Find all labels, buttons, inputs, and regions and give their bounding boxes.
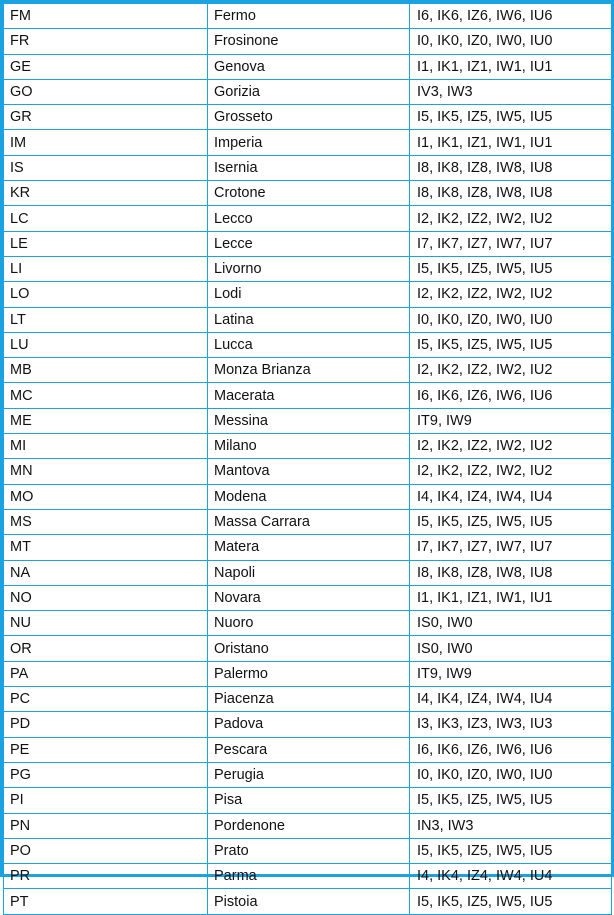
province-code-cell: PE [4,737,208,762]
table-row [4,762,612,787]
callsign-prefixes-cell: I0, IK0, IZ0, IW0, IU0 [410,29,612,54]
callsign-prefixes-cell: IT9, IW9 [410,408,612,433]
province-code-cell: GO [4,79,208,104]
table-row [4,864,612,889]
province-code-cell: MB [4,358,208,383]
table-row [4,661,612,686]
callsign-prefixes-cell: I8, IK8, IZ8, IW8, IU8 [410,155,612,180]
callsign-prefixes-cell: I6, IK6, IZ6, IW6, IU6 [410,4,612,29]
table-row [4,231,612,256]
callsign-prefixes-cell: I5, IK5, IZ5, IW5, IU5 [410,889,612,914]
callsign-prefixes-cell: I8, IK8, IZ8, IW8, IU8 [410,181,612,206]
callsign-prefixes-cell: I1, IK1, IZ1, IW1, IU1 [410,54,612,79]
callsign-prefixes-cell: I6, IK6, IZ6, IW6, IU6 [410,383,612,408]
province-name-cell: Isernia [208,155,410,180]
province-name-cell: Messina [208,408,410,433]
callsign-prefixes-cell: I8, IK8, IZ8, IW8, IU8 [410,560,612,585]
province-code-cell: MS [4,509,208,534]
province-name-cell: Oristano [208,636,410,661]
province-name-cell: Gorizia [208,79,410,104]
table-row [4,434,612,459]
table-row [4,687,612,712]
province-name-cell: Palermo [208,661,410,686]
province-code-cell: MI [4,434,208,459]
province-code-cell: LE [4,231,208,256]
province-name-cell: Lecce [208,231,410,256]
province-code-cell: NA [4,560,208,585]
callsign-prefixes-cell: I7, IK7, IZ7, IW7, IU7 [410,231,612,256]
table-row [4,358,612,383]
callsign-prefixes-cell: I3, IK3, IZ3, IW3, IU3 [410,712,612,737]
province-name-cell: Lucca [208,332,410,357]
province-name-cell: Pordenone [208,813,410,838]
table-row [4,712,612,737]
callsign-prefixes-cell: IV3, IW3 [410,79,612,104]
callsign-prefixes-cell: IN3, IW3 [410,813,612,838]
callsign-prefixes-cell: I2, IK2, IZ2, IW2, IU2 [410,459,612,484]
province-code-cell: LO [4,282,208,307]
province-name-cell: Grosseto [208,105,410,130]
province-name-cell: Matera [208,535,410,560]
callsign-prefixes-cell: I4, IK4, IZ4, IW4, IU4 [410,484,612,509]
province-name-cell: Pisa [208,788,410,813]
callsign-prefixes-cell: I5, IK5, IZ5, IW5, IU5 [410,509,612,534]
table-row [4,813,612,838]
province-name-cell: Fermo [208,4,410,29]
callsign-prefixes-cell: IS0, IW0 [410,611,612,636]
callsign-prefixes-cell: I5, IK5, IZ5, IW5, IU5 [410,838,612,863]
province-code-cell: MC [4,383,208,408]
table-row [4,408,612,433]
callsign-prefixes-cell: I2, IK2, IZ2, IW2, IU2 [410,358,612,383]
province-name-cell: Genova [208,54,410,79]
table-row [4,636,612,661]
province-name-cell: Massa Carrara [208,509,410,534]
province-name-cell: Prato [208,838,410,863]
callsign-prefixes-cell: I4, IK4, IZ4, IW4, IU4 [410,687,612,712]
province-code-cell: LU [4,332,208,357]
table-row [4,130,612,155]
province-code-cell: LT [4,307,208,332]
province-name-cell: Lodi [208,282,410,307]
callsign-prefixes-cell: IS0, IW0 [410,636,612,661]
province-code-cell: PR [4,864,208,889]
province-name-cell: Macerata [208,383,410,408]
province-code-cell: PT [4,889,208,914]
province-name-cell: Mantova [208,459,410,484]
table-row [4,509,612,534]
table-row [4,585,612,610]
province-name-cell: Latina [208,307,410,332]
table-row [4,282,612,307]
province-callsign-table [3,3,612,915]
province-name-cell: Pescara [208,737,410,762]
callsign-prefixes-cell: I2, IK2, IZ2, IW2, IU2 [410,282,612,307]
table-row [4,181,612,206]
province-code-cell: MN [4,459,208,484]
table-row [4,79,612,104]
table-row [4,206,612,231]
province-name-cell: Nuoro [208,611,410,636]
province-name-cell: Monza Brianza [208,358,410,383]
table-row [4,105,612,130]
table-row [4,332,612,357]
callsign-prefixes-cell: I4, IK4, IZ4, IW4, IU4 [410,864,612,889]
table-row [4,838,612,863]
province-name-cell: Padova [208,712,410,737]
table-row [4,788,612,813]
table-row [4,560,612,585]
province-name-cell: Parma [208,864,410,889]
callsign-prefixes-cell: I0, IK0, IZ0, IW0, IU0 [410,307,612,332]
province-code-cell: GE [4,54,208,79]
province-name-cell: Perugia [208,762,410,787]
table-row [4,54,612,79]
province-code-cell: LI [4,256,208,281]
province-code-cell: PD [4,712,208,737]
province-name-cell: Pistoia [208,889,410,914]
callsign-prefixes-cell: I2, IK2, IZ2, IW2, IU2 [410,206,612,231]
province-name-cell: Livorno [208,256,410,281]
callsign-prefixes-cell: I2, IK2, IZ2, IW2, IU2 [410,434,612,459]
table-row [4,535,612,560]
province-name-cell: Crotone [208,181,410,206]
province-name-cell: Novara [208,585,410,610]
province-name-cell: Lecco [208,206,410,231]
province-code-cell: PO [4,838,208,863]
province-name-cell: Napoli [208,560,410,585]
province-name-cell: Frosinone [208,29,410,54]
province-code-cell: PC [4,687,208,712]
table-row [4,484,612,509]
table-row [4,29,612,54]
table-row [4,307,612,332]
province-code-cell: PN [4,813,208,838]
province-name-cell: Milano [208,434,410,459]
province-code-cell: MO [4,484,208,509]
table-row [4,889,612,914]
callsign-prefixes-cell: I1, IK1, IZ1, IW1, IU1 [410,130,612,155]
province-code-cell: NO [4,585,208,610]
callsign-prefixes-cell: I1, IK1, IZ1, IW1, IU1 [410,585,612,610]
table-row [4,383,612,408]
table-row [4,611,612,636]
table-body [4,4,612,915]
callsign-prefixes-cell: I5, IK5, IZ5, IW5, IU5 [410,332,612,357]
province-code-cell: NU [4,611,208,636]
province-code-cell: MT [4,535,208,560]
table-row [4,4,612,29]
table-row [4,459,612,484]
table-row [4,737,612,762]
province-name-cell: Modena [208,484,410,509]
province-code-cell: OR [4,636,208,661]
province-code-cell: FM [4,4,208,29]
province-code-cell: IM [4,130,208,155]
callsign-prefixes-cell: I5, IK5, IZ5, IW5, IU5 [410,788,612,813]
province-name-cell: Imperia [208,130,410,155]
province-code-cell: PG [4,762,208,787]
callsign-prefixes-cell: I5, IK5, IZ5, IW5, IU5 [410,256,612,281]
province-name-cell: Piacenza [208,687,410,712]
callsign-prefixes-cell: I7, IK7, IZ7, IW7, IU7 [410,535,612,560]
province-code-cell: PA [4,661,208,686]
callsign-prefixes-cell: I0, IK0, IZ0, IW0, IU0 [410,762,612,787]
province-code-cell: GR [4,105,208,130]
province-code-cell: IS [4,155,208,180]
province-code-cell: ME [4,408,208,433]
callsign-prefixes-cell: I5, IK5, IZ5, IW5, IU5 [410,105,612,130]
province-code-cell: FR [4,29,208,54]
province-code-cell: KR [4,181,208,206]
table-row [4,256,612,281]
province-code-cell: PI [4,788,208,813]
callsign-prefixes-cell: I6, IK6, IZ6, IW6, IU6 [410,737,612,762]
table-row [4,155,612,180]
callsign-prefixes-cell: IT9, IW9 [410,661,612,686]
province-code-cell: LC [4,206,208,231]
